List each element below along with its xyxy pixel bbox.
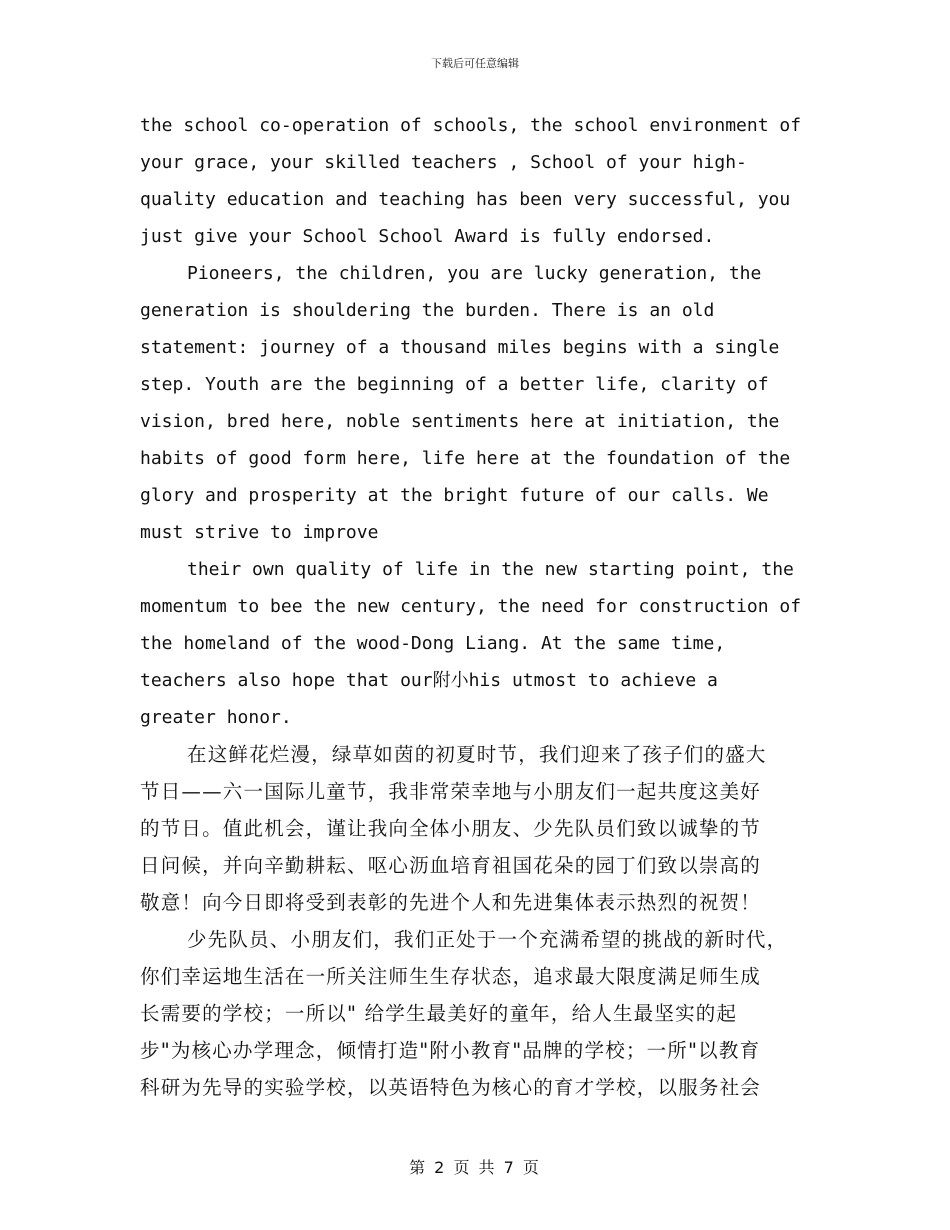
text-line: their own quality of life in the new starting point, the <box>187 559 794 580</box>
page-header: 下载后可任意编辑 <box>431 57 519 70</box>
text-line: quality education and teaching has been very successful, you <box>140 189 791 210</box>
text-line: must strive to improve <box>140 522 379 543</box>
text-line: habits of good form here, life here at the foundation of the <box>140 448 791 469</box>
text-line: the homeland of the wood-Dong Liang. At the same time, <box>140 633 726 654</box>
text-line: vision, bred here, noble sentiments here at initiation, the <box>140 411 780 432</box>
text-line: Pioneers, the children, you are lucky generation, the <box>187 263 762 284</box>
text-line: momentum to bee the new century, the need for construction of <box>140 596 802 617</box>
text-line: 少先队员、小朋友们，我们正处于一个充满希望的挑战的新时代， <box>187 928 788 951</box>
text-line: 日问候，并向辛勤耕耘、呕心沥血培育祖国花朵的园丁们致以崇高的 <box>140 854 762 877</box>
text-line: 在这鲜花烂漫，绿草如茵的初夏时节，我们迎来了孩子们的盛大 <box>187 743 767 766</box>
text-line: generation is shouldering the burden. There is an old <box>140 300 715 321</box>
text-line: 你们幸运地生活在一所关注师生生存状态，追求最大限度满足师生成 <box>140 965 762 988</box>
text-line: greater honor. <box>140 707 292 728</box>
text-line: step. Youth are the beginning of a better life, clarity of <box>140 374 769 395</box>
text-line: 节日——六一国际儿童节，我非常荣幸地与小朋友们一起共度这美好 <box>140 780 762 803</box>
text-line: 的节日。值此机会，谨让我向全体小朋友、少先队员们致以诚挚的节 <box>140 817 762 840</box>
text-line: 长需要的学校；一所以" 给学生最美好的童年，给人生最坚实的起 <box>140 1002 738 1025</box>
page-footer: 第 2 页 共 7 页 <box>409 1158 541 1177</box>
text-line: 敬意！向今日即将受到表彰的先进个人和先进集体表示热烈的祝贺！ <box>140 891 762 914</box>
text-line: teachers also hope that our附小his utmost to achieve a <box>140 670 718 691</box>
document-body <box>140 107 820 1106</box>
text-line: the school co-operation of schools, the school environment of <box>140 115 802 136</box>
text-line: 步"为核心办学理念，倾情打造"附小教育"品牌的学校；一所"以教育 <box>140 1039 761 1062</box>
text-line: 科研为先导的实验学校，以英语特色为核心的育才学校，以服务社会 <box>140 1076 762 1099</box>
text-line: glory and prosperity at the bright future of our calls. We <box>140 485 769 506</box>
text-line: statement: journey of a thousand miles begins with a single <box>140 337 780 358</box>
text-line: your grace, your skilled teachers , School of your high- <box>140 152 747 173</box>
text-line: just give your School School Award is fully endorsed. <box>140 226 715 247</box>
